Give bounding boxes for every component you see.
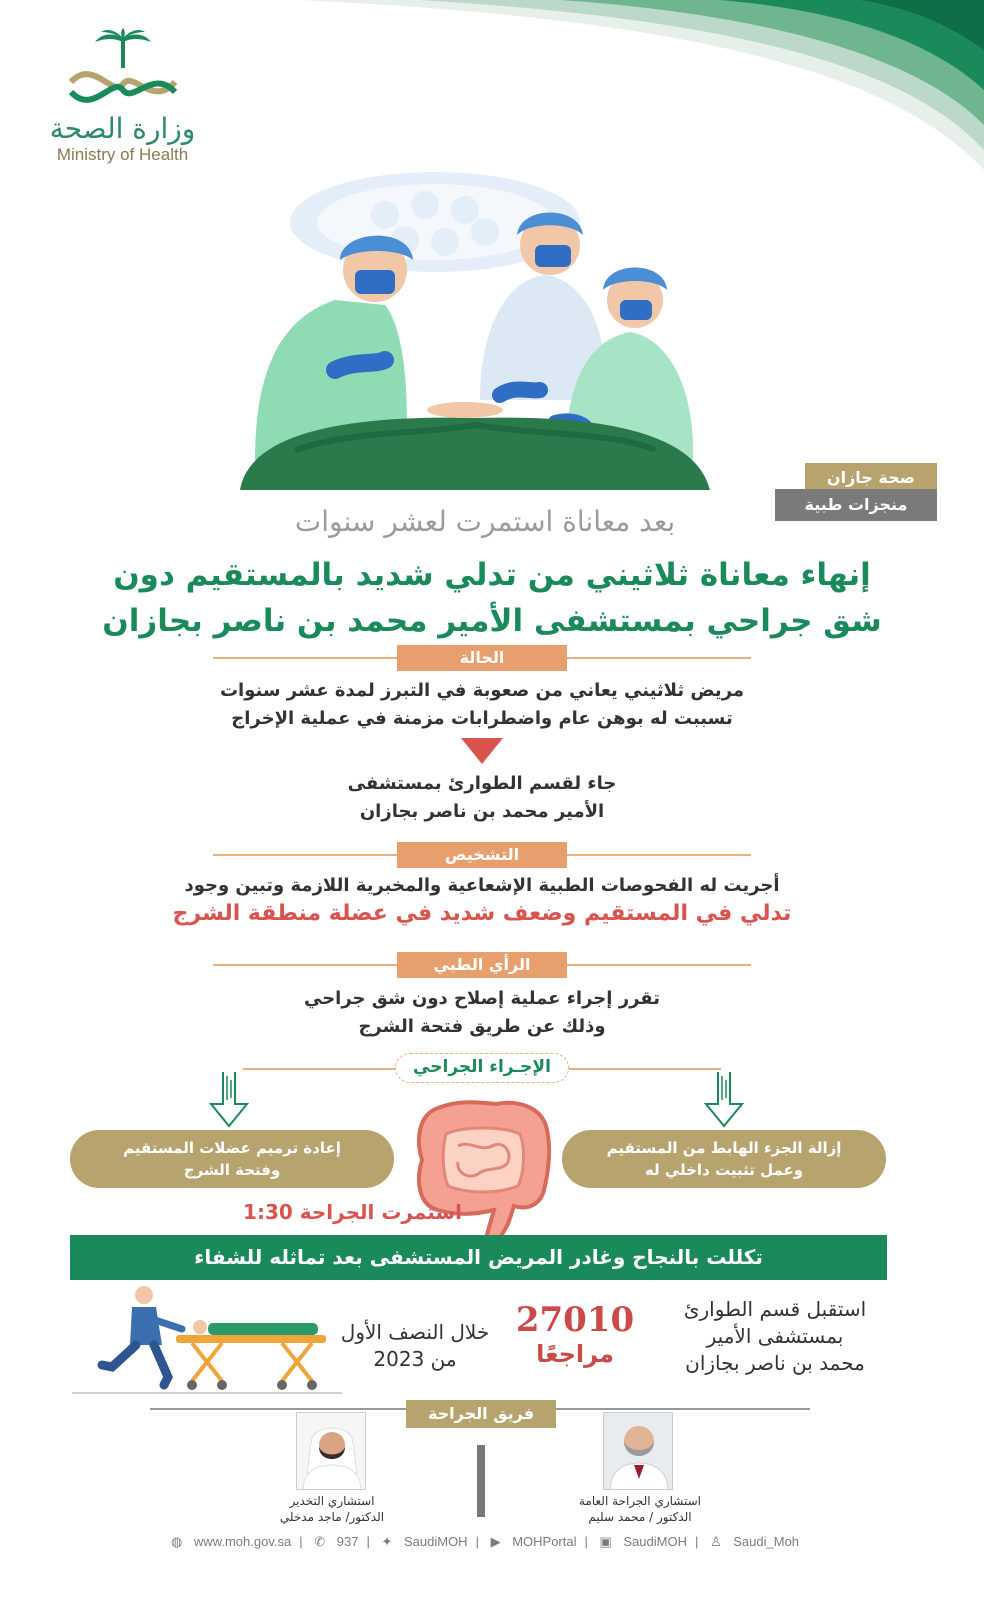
snapchat-icon: ♙ (709, 1534, 722, 1549)
youtube-icon: ▶ (490, 1534, 501, 1549)
headline-subtitle: بعد معاناة استمرت لعشر سنوات (294, 505, 676, 538)
moh-logo (30, 28, 215, 178)
down-arrow-right-icon (700, 1070, 748, 1130)
footer-youtube[interactable]: ▶ MOHPortal (490, 1534, 577, 1549)
surgery-team-illustration (235, 160, 715, 500)
footer-facebook[interactable]: ▣ SaudiMOH (599, 1534, 687, 1549)
procedure-divider-left (243, 1068, 398, 1070)
twitter-icon: ✦ (381, 1534, 393, 1549)
doctor2-photo (296, 1412, 366, 1490)
palm-swords-emblem-icon (53, 28, 193, 110)
step-right-line-2: وعمل تثبيت داخلي له (644, 1161, 804, 1179)
footer-contacts: ◍ www.moh.gov.sa | ✆ 937 | ✦ SaudiMOH | ▶ MOHPortal | ▣ SaudiMOH | ♙ Saudi_Moh (140, 1534, 830, 1550)
team-label: فريق الجراحة (406, 1400, 556, 1428)
step-left-line-1: إعادة ترميم عضلات المستقيم (123, 1139, 341, 1157)
period-line-1: خلال النصف الأول (340, 1320, 490, 1344)
step-right-line-1: إزالة الجزء الهابط من المستقيم (606, 1139, 842, 1157)
down-arrow-icon (461, 738, 503, 764)
doctor1-title: استشاري الجراحة العامة (578, 1494, 702, 1508)
diagnosis-description (100, 872, 864, 928)
doctor2-title: استشاري التخدير (289, 1494, 375, 1508)
diagnosis-line-1: أجريت له الفحوصات الطبية الإشعاعية والمخبرية اللازمة وتبين وجود (184, 875, 780, 896)
intro-line-1: استقبل قسم الطوارئ (683, 1297, 867, 1321)
diagnosis-label: التشخيص (397, 842, 567, 868)
doctor2-info (232, 1493, 432, 1525)
stats-number-block (510, 1300, 640, 1368)
arrival-line-1: جاء لقسم الطوارئ بمستشفى (347, 773, 617, 794)
stretcher-paramedic-illustration (72, 1285, 342, 1397)
footer-website[interactable]: ◍ www.moh.gov.sa (170, 1534, 292, 1549)
period-line-2: من 2023 (373, 1347, 457, 1371)
phone-icon: ✆ (314, 1534, 326, 1549)
region-tag: صحة جازان (805, 463, 937, 493)
doctor2-avatar-icon (297, 1413, 366, 1490)
procedure-divider-right (566, 1068, 721, 1070)
doctor2-name: الدكتور/ ماجد مدخلي (279, 1510, 385, 1524)
arrival-line-2: الأمير محمد بن ناصر بجازان (359, 801, 605, 822)
visitor-unit: مراجعًا (536, 1340, 614, 1368)
footer-twitter[interactable]: ✦ SaudiMOH (381, 1534, 468, 1549)
intro-line-3: محمد بن ناصر بجازان (685, 1351, 865, 1375)
opinion-line-2: وذلك عن طريق فتحة الشرج (358, 1016, 606, 1037)
headline-title (40, 552, 944, 644)
case-description (120, 677, 844, 733)
case-line-2: تسببت له بوهن عام واضطرابات مزمنة في عملية الإخراج (231, 708, 733, 729)
step-left-line-2: وفتحة الشرج (183, 1161, 281, 1179)
diagnosis-line-2: تدلي في المستقيم وضعف شديد في عضلة منطقة الشرج (172, 901, 792, 926)
opinion-label: الرأي الطبي (397, 952, 567, 978)
procedure-step-left (70, 1130, 394, 1188)
stats-intro (655, 1296, 895, 1377)
doctor1-name: الدكتور / محمد سليم (588, 1510, 692, 1524)
team-separator (477, 1445, 485, 1517)
logo-english-name: Ministry of Health (56, 145, 189, 164)
footer-snapchat[interactable]: ♙ Saudi_Moh (709, 1534, 800, 1549)
intro-line-2: بمستشفى الأمير (706, 1324, 844, 1348)
footer-phone[interactable]: ✆ 937 (314, 1534, 359, 1549)
opinion-description (200, 985, 764, 1041)
globe-icon: ◍ (170, 1534, 183, 1549)
doctor1-info (540, 1493, 740, 1525)
procedure-step-right (562, 1130, 886, 1188)
case-line-1: مريض ثلاثيني يعاني من صعوبة في التبرز لمدة عشر سنوات (219, 680, 745, 701)
case-label: الحالة (397, 645, 567, 671)
surgery-duration: استمرت الجراحة 1:30 (243, 1200, 462, 1224)
category-tag: منجزات طبية (775, 489, 937, 521)
case-arrival (240, 770, 724, 826)
visitor-count: 27010 (515, 1300, 635, 1340)
logo-arabic-name: وزارة الصحة (49, 112, 196, 145)
title-line-1: إنهاء معاناة ثلاثيني من تدلي شديد بالمستقيم دون (113, 557, 871, 593)
procedure-label: الإجـراء الجراحي (395, 1053, 569, 1083)
outcome-banner: تكللت بالنجاح وغادر المريض المستشفى بعد تماثله للشفاء (70, 1235, 887, 1280)
stats-period (330, 1319, 500, 1373)
opinion-line-1: تقرر إجراء عملية إصلاح دون شق جراحي (303, 988, 660, 1009)
doctor1-photo (603, 1412, 673, 1490)
title-line-2: شق جراحي بمستشفى الأمير محمد بن ناصر بجازان (102, 603, 882, 639)
doctor1-avatar-icon (604, 1413, 673, 1490)
down-arrow-left-icon (205, 1070, 253, 1130)
facebook-icon: ▣ (599, 1534, 612, 1549)
